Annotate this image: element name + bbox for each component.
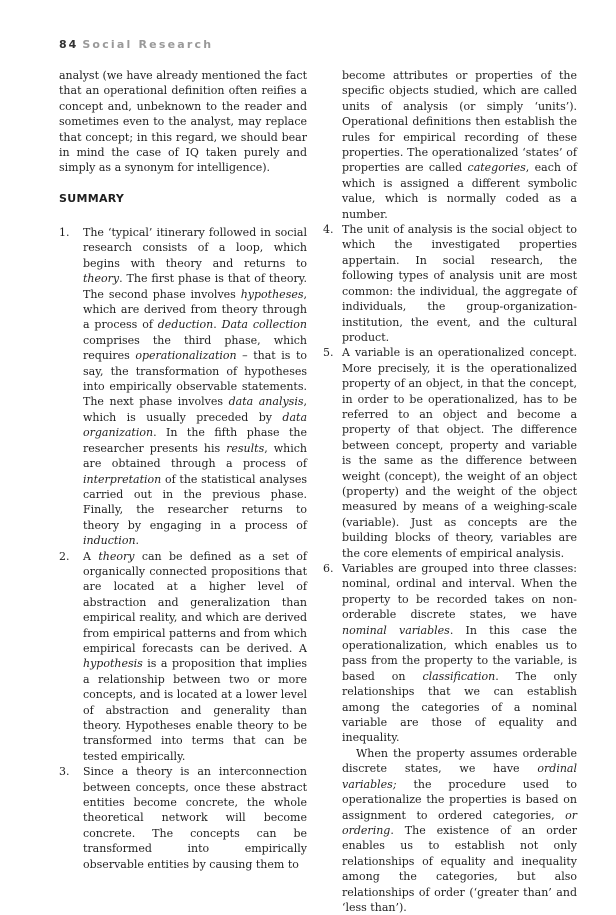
item-text: The unit of analysis is the social object to which the investigated properties appertain. In social research, the following types of analysis unit are most common: the individual, the aggregate of individuals, the group-organization-institution, the event, and the cultural product. — [342, 223, 577, 344]
summary-item-3-continued — [323, 68, 577, 222]
item-text: The ‘typical’ itinerary followed in social research consists of a loop, which begins with theory and returns to theory. The first phase is that of theory. The second phase involves hypotheses, which are derived from theory through a process of deduction. Data collection comprises the third phase, which requires operationalization – that is to say, the transformation of hypotheses into empirically observable statements. The next phase involves data analysis, which is usually preceded by data organization. In the fifth phase the researcher presents his results, which are obtained through a process of interpretation of the statistical analyses carried out in the previous phase. Finally, the researcher returns to theory by engaging in a process of induction. — [83, 226, 307, 548]
running-head — [59, 38, 213, 51]
item-text: A theory can be defined as a set of organically connected propositions that are located at a higher level of abstraction and generalization than empirical reality, and which are derived from empirical patterns and from which empirical forecasts can be derived. A hypothesis is a proposition that implies a relationship between two or more concepts, and is located at a lower level of abstraction and generality than theory. Hypotheses enable theory to be transformed into terms that can be tested empirically. — [83, 549, 307, 763]
item-text-paragraph-2: When the property assumes orderable discrete states, we have ordinal variables; the procedure used to operationalize the properties is based on assignment to ordered categories, or ordering. The existence of an order enables us to establish not only relationships of equality and inequality among the categories, but also relationships of order (‘greater than’ and ‘less than’). — [342, 746, 577, 914]
summary-item-6 — [323, 561, 577, 915]
right-column — [323, 68, 577, 915]
item-number: 3. — [59, 765, 70, 779]
summary-item-2 — [59, 549, 307, 765]
summary-list — [59, 225, 307, 872]
item-number: 5. — [323, 346, 334, 360]
summary-heading: SUMMARY — [59, 192, 125, 205]
item-text: Since a theory is an interconnection between concepts, once these abstract entities become concrete, the whole theoretical network will become concrete. The concepts can be transformed into empirically observable entities by causing them to — [83, 765, 307, 871]
summary-item-1 — [59, 225, 307, 549]
item-text: A variable is an operationalized concept. More precisely, it is the operationalized property of an object, in that the concept, in order to be operationalized, has to be referred to an object and become a property of that object. The difference between concept, property and variable is the same as the difference between weight (concept), the weight of an object (property) and the weight of the object measured by means of a weighing-scale (variable). Just as concepts are the building blocks of theory, variables are the core elements of empirical analysis. — [342, 346, 577, 560]
summary-item-4 — [323, 222, 577, 345]
summary-item-3 — [59, 764, 307, 872]
item-number: 4. — [323, 223, 334, 237]
left-column — [59, 68, 307, 871]
item-number: 2. — [59, 549, 70, 563]
intro-paragraph: analyst (we have already mentioned the fact that an operational definition often reifies a concept and, unbeknown to the reader and sometimes even to the analyst, may replace that concept; in this regard, we should bear in mind the case of IQ taken purely and simply as a synonym for intelligence). — [59, 69, 307, 175]
item-number: 1. — [59, 226, 70, 239]
item-text: become attributes or properties of the specific objects studied, which are called units of analysis (or simply ‘units’). Operational definitions then establish the rules for empirical recording of these properties. The operationalized ‘states’ of properties are called categories, each of which is assigned a different symbolic value, which is normally coded as a number. — [342, 69, 577, 221]
book-title: Social Research — [82, 38, 214, 51]
summary-item-5 — [323, 345, 577, 561]
page-number: 84 — [59, 38, 79, 51]
item-text: Variables are grouped into three classes: nominal, ordinal and interval. When the property to be recorded takes on non-orderable discrete states, we have nominal variables. In this case the operationalization, which enables us to pass from the property to the variable, is based on classification. The only relationships that we can establish among the categories of a nominal variable are those of equality and inequality. — [342, 562, 577, 745]
item-number: 6. — [323, 562, 334, 575]
